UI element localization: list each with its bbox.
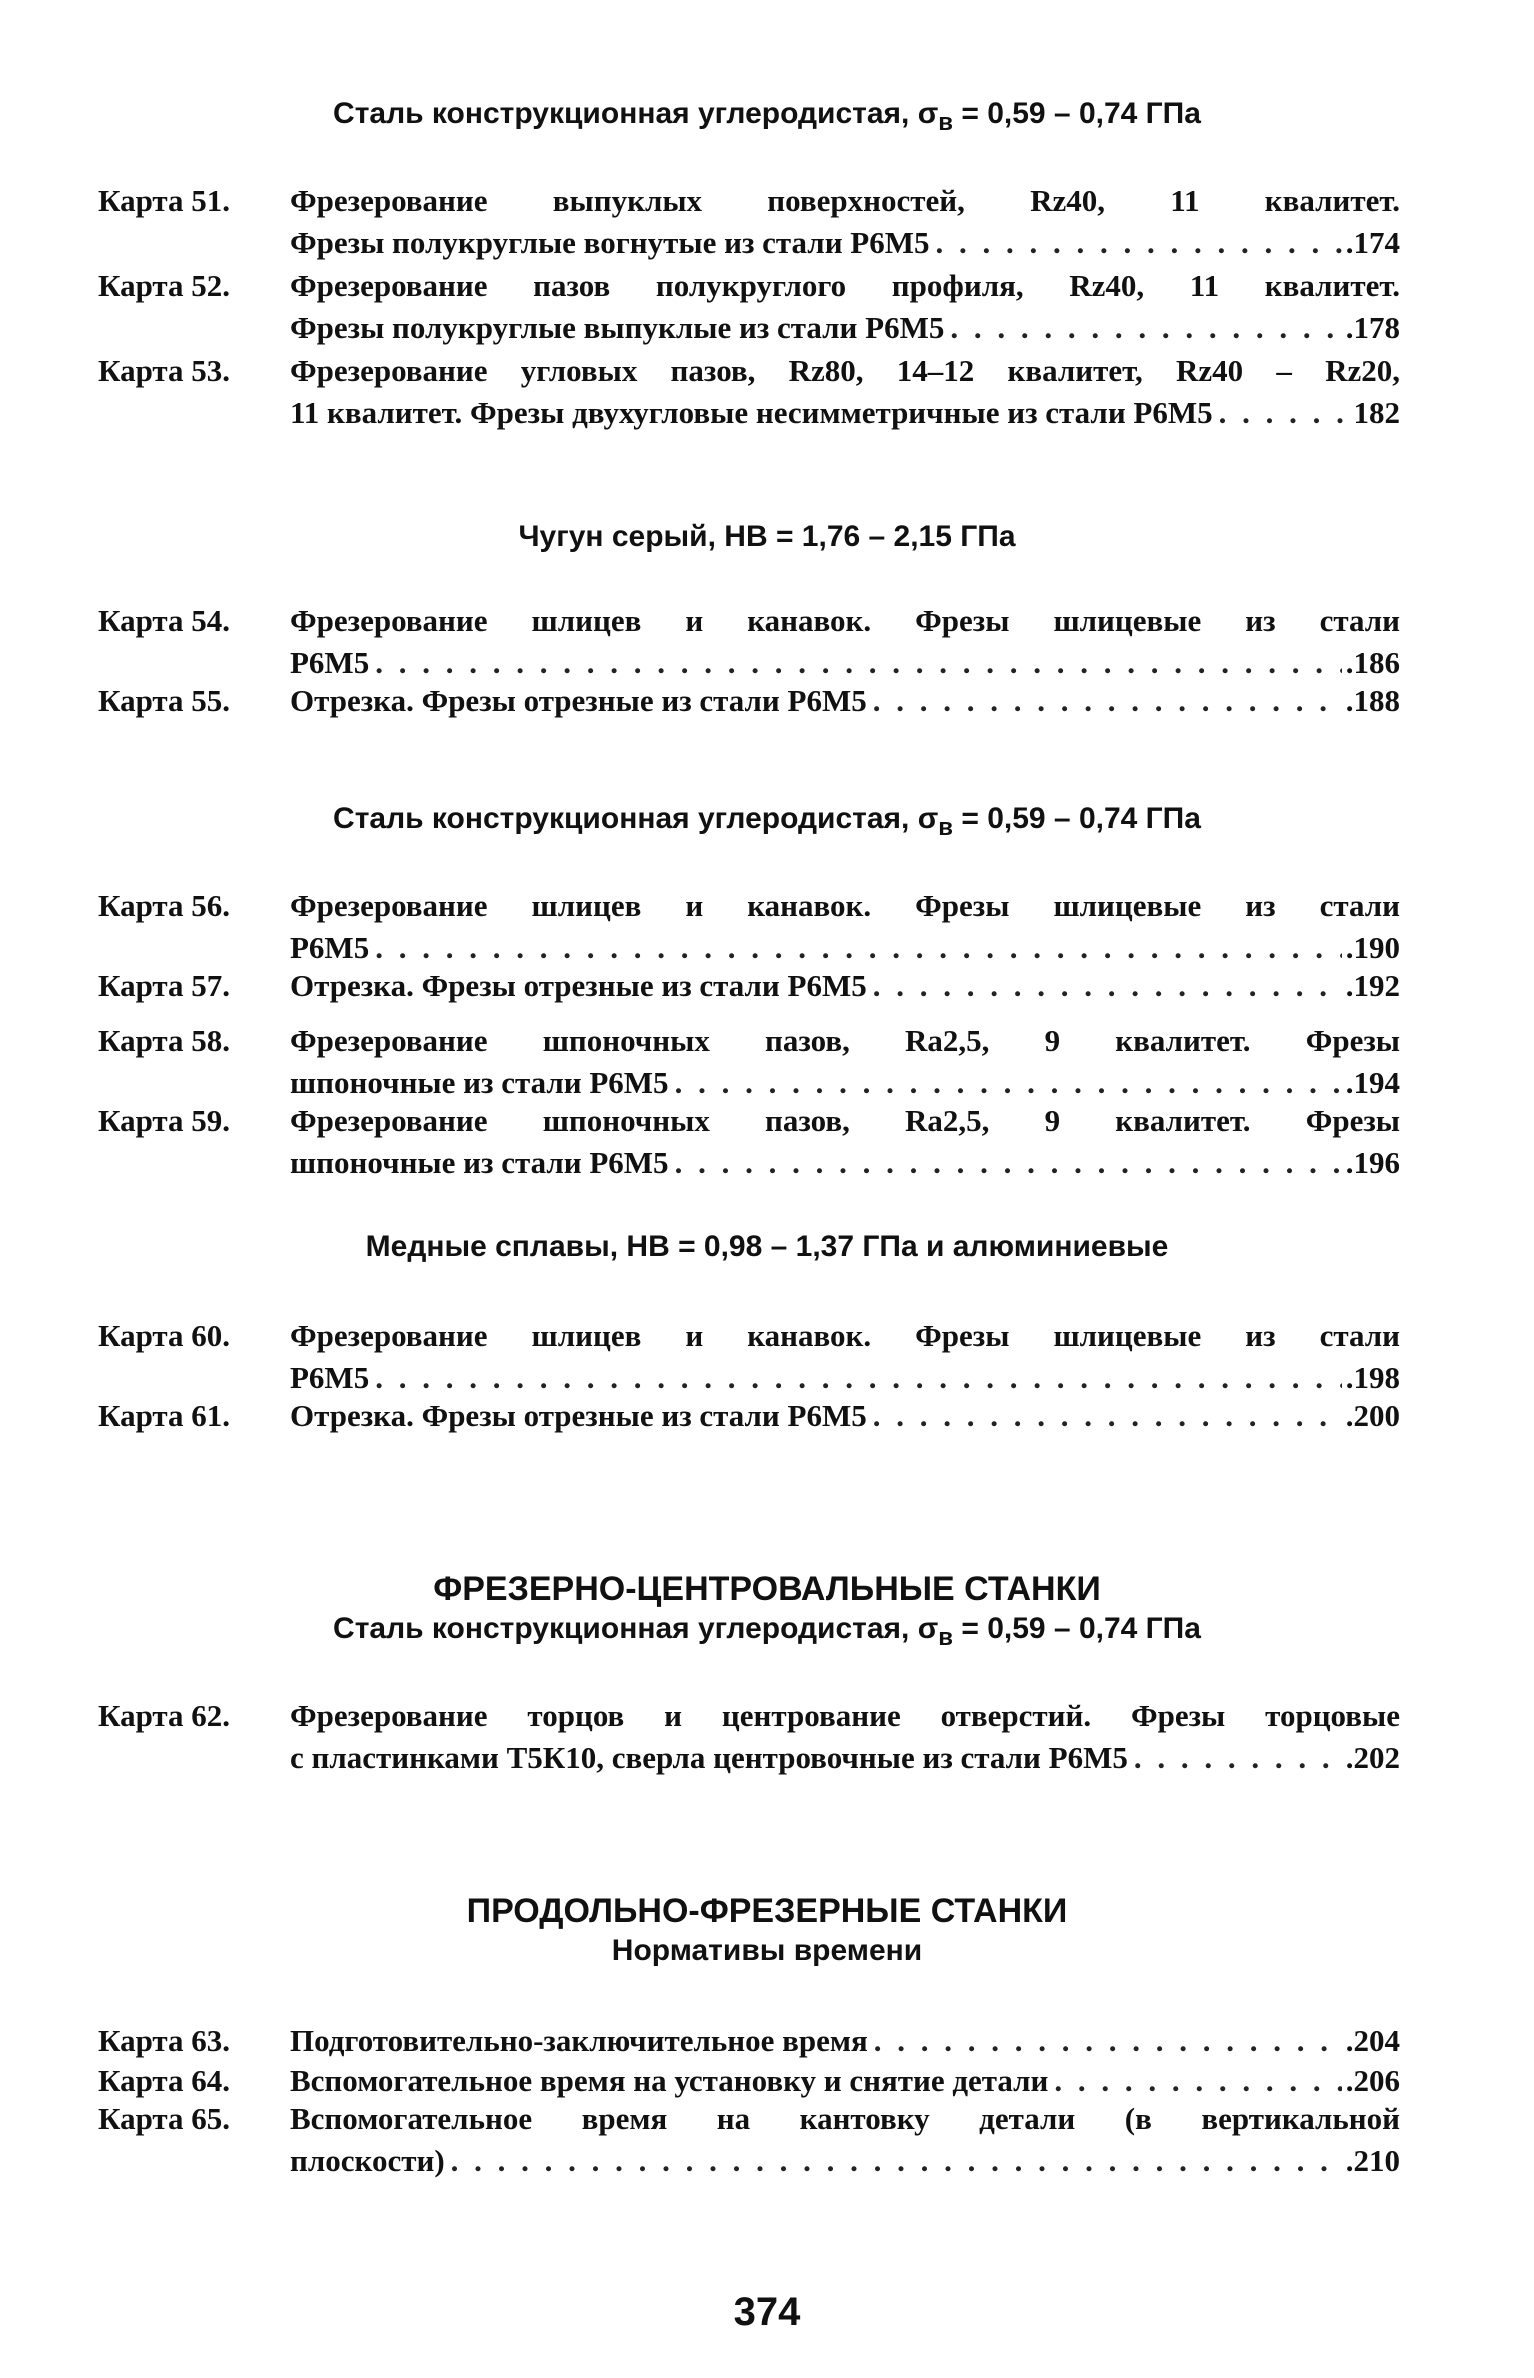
entry-last-text: Р6М5 [290,645,370,680]
leader-dots [451,2140,1342,2182]
entry-last-line [290,307,1400,349]
entry-last-line [290,642,1400,684]
page-ref: .204 [1345,2023,1400,2058]
entry-last-line [290,392,1400,434]
entry-line: Фрезерование шпоночных пазов, Ra2,5, 9 квалитет. Фрезы [290,1023,1400,1058]
entry-last-text: Вспомогательное время на установку и снятие детали [290,2063,1049,2098]
page-ref: .202 [1345,1740,1400,1775]
page-ref: .178 [1345,310,1400,345]
entry-text [290,2060,1400,2102]
entry-label: Карта 57. [98,968,231,1003]
page-ref: .174 [1345,225,1400,260]
entry-last-line [290,1062,1400,1104]
page-ref: .198 [1345,1360,1400,1395]
entry-line: Фрезерование выпуклых поверхностей, Rz40, 11 квалитет. [290,183,1400,218]
entry-line: Фрезерование угловых пазов, Rz80, 14–12 квалитет, Rz40 – Rz20, [290,353,1400,388]
section-heading: Нормативы времени [611,1934,923,1967]
entry-text [290,2098,1400,2182]
leader-dots [950,307,1341,349]
entry-text [290,1100,1400,1184]
page-ref: .190 [1345,930,1400,965]
leader-dots [873,965,1342,1007]
page-ref: .192 [1345,968,1400,1003]
entry-label: Карта 64. [98,2063,231,2098]
leader-dots [874,2020,1342,2062]
entry-label: Карта 60. [98,1318,231,1353]
entry-last-line [290,1395,1400,1437]
entry-last-text: Отрезка. Фрезы отрезные из стали Р6М5 [290,968,867,1003]
leader-dots [1134,1737,1342,1779]
entry-last-text: Подготовительно-заключительное время [290,2023,868,2058]
page-ref: .194 [1345,1065,1400,1100]
section-title: ФРЕЗЕРНО-ЦЕНТРОВАЛЬНЫЕ СТАНКИ [433,1570,1101,1608]
page-number: 374 [733,2290,801,2334]
entry-last-text: Фрезы полукруглые вогнутые из стали Р6М5 [290,225,930,260]
entry-last-text: Фрезы полукруглые выпуклые из стали Р6М5 [290,310,945,345]
entry-label: Карта 61. [98,1398,231,1433]
entry-text [290,180,1400,264]
entry-text [290,1395,1400,1437]
leader-dots [1219,392,1350,434]
entry-last-line [290,2020,1400,2062]
entry-label: Карта 59. [98,1103,231,1138]
entry-text [290,1695,1400,1779]
page-ref: .196 [1345,1145,1400,1180]
leader-dots [675,1142,1342,1184]
entry-last-text: с пластинками Т5К10, сверла центровочные из стали Р6М5 [290,1740,1128,1775]
entry-line: Фрезерование шлицев и канавок. Фрезы шлицевые из стали [290,888,1400,923]
page-ref: .200 [1345,1398,1400,1433]
entry-last-line [290,965,1400,1007]
entry-label: Карта 54. [98,603,231,638]
entry-last-text: Р6М5 [290,930,370,965]
entry-label: Карта 56. [98,888,231,923]
page-ref: .186 [1345,645,1400,680]
leader-dots [375,927,1342,969]
leader-dots [375,642,1342,684]
entry-text [290,600,1400,684]
page-ref: .206 [1345,2063,1400,2098]
leader-dots [675,1062,1342,1104]
entry-last-text: шпоночные из стали Р6М5 [290,1145,669,1180]
entry-last-line [290,1142,1400,1184]
entry-label: Карта 53. [98,353,231,388]
leader-dots [936,222,1342,264]
entry-last-text: Отрезка. Фрезы отрезные из стали Р6М5 [290,683,867,718]
entry-label: Карта 52. [98,268,231,303]
page-ref: .210 [1345,2143,1400,2178]
leader-dots [873,680,1342,722]
section-heading: Сталь конструкционная углеродистая, $\sigma_в = 0,59 - 0,74$ ГПа [333,97,1201,136]
entry-last-text: Отрезка. Фрезы отрезные из стали Р6М5 [290,1398,867,1433]
entry-last-text: плоскости) [290,2143,445,2178]
entry-text [290,265,1400,349]
entry-label: Карта 58. [98,1023,231,1058]
leader-dots [873,1395,1342,1437]
entry-text [290,885,1400,969]
entry-label: Карта 55. [98,683,231,718]
entry-last-line [290,1357,1400,1399]
entry-text [290,1315,1400,1399]
entry-label: Карта 65. [98,2101,231,2136]
section-heading: Чугун серый, НВ = 1,76 – 2,15 ГПа [518,520,1016,553]
entry-text [290,1020,1400,1104]
entry-last-line [290,927,1400,969]
entry-label: Карта 62. [98,1698,231,1733]
entry-line: Вспомогательное время на кантовку детали (в вертикальной [290,2101,1400,2136]
entry-last-line [290,2060,1400,2102]
entry-label: Карта 51. [98,183,231,218]
entry-last-text: шпоночные из стали Р6М5 [290,1065,669,1100]
entry-label: Карта 63. [98,2023,231,2058]
page-ref: .188 [1345,683,1400,718]
entry-last-line [290,2140,1400,2182]
entry-text [290,965,1400,1007]
entry-line: Фрезерование шпоночных пазов, Ra2,5, 9 квалитет. Фрезы [290,1103,1400,1138]
entry-line: Фрезерование шлицев и канавок. Фрезы шлицевые из стали [290,603,1400,638]
page-ref: 182 [1353,395,1400,430]
entry-text [290,350,1400,434]
entry-last-line [290,222,1400,264]
entry-last-text: Р6М5 [290,1360,370,1395]
leader-dots [375,1357,1342,1399]
section-heading: Сталь конструкционная углеродистая, $\sigma_в = 0,59 - 0,74$ ГПа [333,802,1201,841]
entry-line: Фрезерование торцов и центрование отверстий. Фрезы торцовые [290,1698,1400,1733]
entry-last-line [290,1737,1400,1779]
entry-line: Фрезерование пазов полукруглого профиля, Rz40, 11 квалитет. [290,268,1400,303]
entry-last-text: 11 квалитет. Фрезы двухугловые несимметричные из стали Р6М5 [290,395,1213,430]
leader-dots [1054,2060,1341,2102]
section-heading: Сталь конструкционная углеродистая, $\sigma_в = 0,59 - 0,74$ ГПа [333,1612,1201,1651]
entry-text [290,680,1400,722]
entry-line: Фрезерование шлицев и канавок. Фрезы шлицевые из стали [290,1318,1400,1353]
entry-last-line [290,680,1400,722]
entry-text [290,2020,1400,2062]
section-heading: Медные сплавы, НВ = 0,98 – 1,37 ГПа и алюминиевые [365,1230,1169,1263]
section-title: ПРОДОЛЬНО-ФРЕЗЕРНЫЕ СТАНКИ [466,1892,1068,1930]
